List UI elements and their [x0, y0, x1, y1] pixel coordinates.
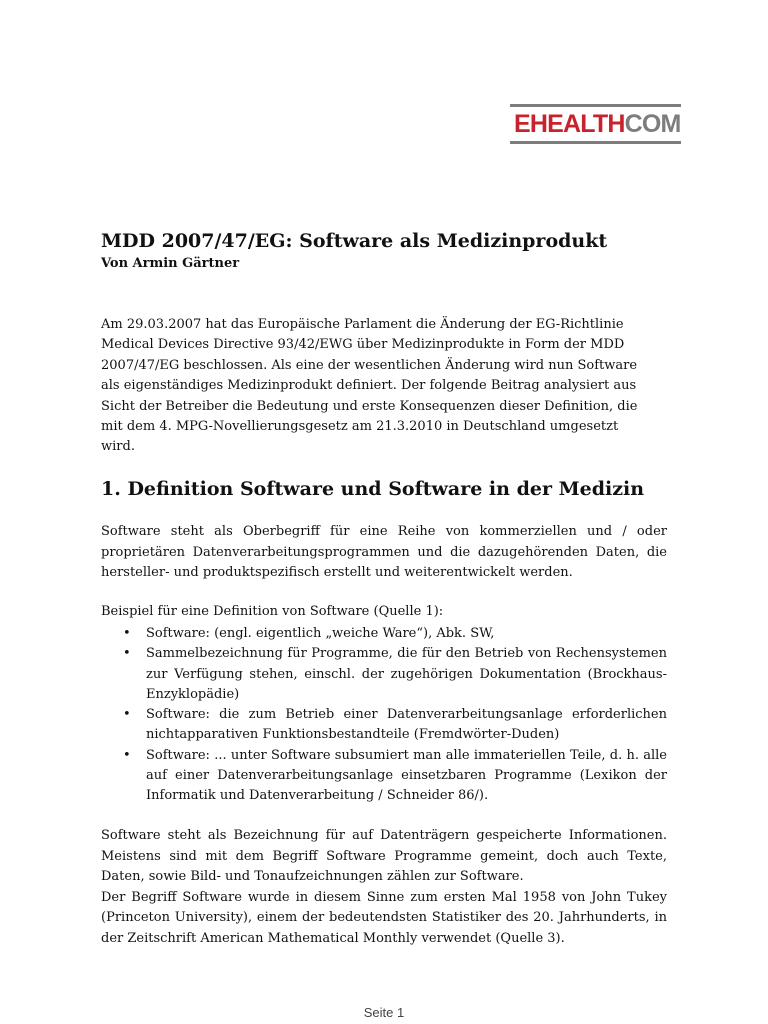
logo-word-health: HEALTH — [529, 109, 625, 138]
section-paragraph-3 — [101, 826, 667, 949]
list-item — [101, 705, 667, 746]
bullet-icon: • — [123, 626, 131, 641]
section-heading: 1. Definition Software und Software in der Medizin — [101, 478, 645, 500]
bullet-icon: • — [123, 747, 131, 763]
author-line: Von Armin Gärtner — [101, 256, 240, 271]
intro-paragraph: Am 29.03.2007 hat das Europäische Parlament die Änderung der EG-Richtlinie Medical Devices Directive 93/42/EWG über Medizinprodukte in Form der MDD 2007/47/EG beschlossen. Als eine der wesentlichen Änderung wird nun Software als eigenständiges Medizinprodukt definiert. Der folgende Beitrag analysiert aus Sicht der Betreiber die Bedeutung und erste Konsequenzen dieser Definition, die mit dem 4. MPG-Novellierungsgesetz am 21.3.2010 in Deutschland umgesetzt wird. — [101, 317, 638, 455]
section-paragraph-3b: Der Begriff Software wurde in diesem Sinne zum ersten Mal 1958 von John Tukey (Princeton University), einem der bedeutendsten Statistiker des 20. Jahrhunderts, in der Zeitschrift American Mathematical Monthly verwendet (Quelle 3). — [101, 889, 667, 946]
list-item-text: Software: ... unter Software subsumiert man alle immateriellen Teile, d. h. alle auf einer Datenverarbeitungsanlage einsetzbaren Programme (Lexikon der Informatik und Datenverarbeitung / Schneider 86/). — [146, 747, 667, 804]
list-item — [101, 624, 667, 644]
ehealthcom-logo — [510, 104, 681, 144]
section-paragraph-2: Beispiel für eine Definition von Software (Quelle 1): — [101, 604, 444, 619]
list-item-text: Software: die zum Betrieb einer Datenverarbeitungsanlage erforderlichen nichtapparativen Funktionsbestandteile (Fremdwörter-Duden) — [146, 707, 667, 743]
list-item — [101, 644, 667, 705]
section-paragraph-3a: Software steht als Bezeichnung für auf Datenträgern gespeicherte Informationen. Meistens sind mit dem Begriff Software Programme gemeint, doch auch Texte, Daten, sowie Bild- und Tonaufzeichnungen zählen zur Software. — [101, 828, 667, 884]
logo-letter-e: E — [514, 109, 530, 138]
logo-word-com: COM — [624, 109, 681, 138]
page-number: Seite 1 — [363, 1005, 405, 1020]
list-item-text: Software: (engl. eigentlich „weiche Ware“), Abk. SW, — [146, 626, 495, 641]
definition-list — [101, 624, 667, 807]
bullet-icon: • — [123, 707, 131, 723]
list-item-text: Sammelbezeichnung für Programme, die für den Betrieb von Rechensystemen zur Verfügung stehen, einschl. der zugehörigen Dokumentation (Brockhaus-Enzyklopädie) — [146, 646, 667, 702]
logo-wordmark — [510, 104, 681, 144]
bullet-icon: • — [123, 646, 131, 662]
list-item — [101, 746, 667, 807]
document-title: MDD 2007/47/EG: Software als Medizinprodukt — [101, 230, 608, 252]
section-paragraph-1: Software steht als Oberbegriff für eine Reihe von kommerziellen und / oder proprietären Datenverarbeitungsprogrammen und die dazugehörenden Daten, die hersteller- und produktspezifisch erstellt und weiterentwickelt werden. — [101, 524, 667, 580]
